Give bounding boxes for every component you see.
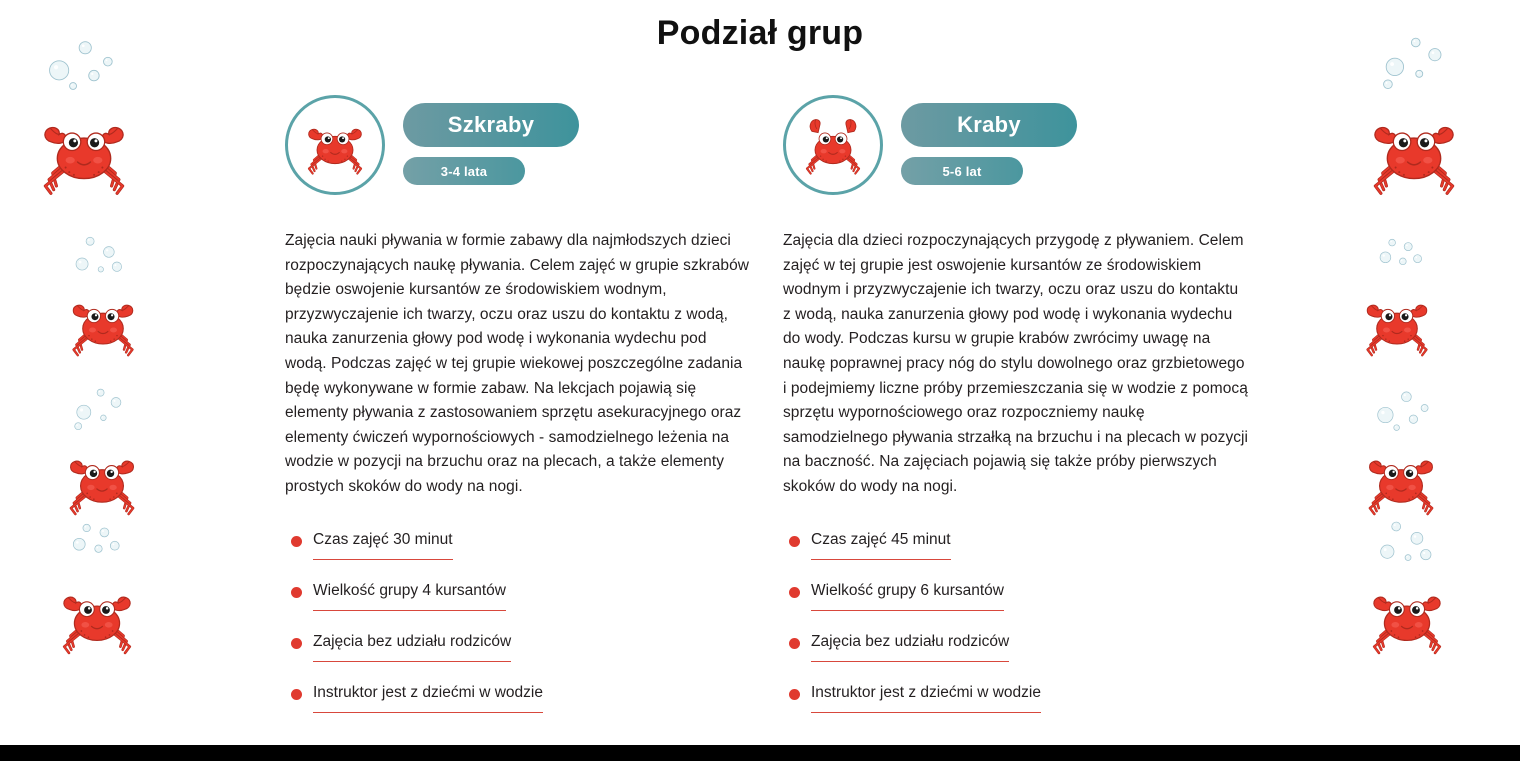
crab-icon (1362, 288, 1432, 358)
group-age-badge: 5-6 lat (901, 157, 1023, 185)
feature-label: Zajęcia bez udziału rodziców (313, 632, 511, 662)
group-pills (901, 95, 1077, 185)
crab-icon (304, 114, 366, 176)
crab-icon (1368, 105, 1460, 197)
feature-item (783, 530, 1249, 560)
decorative-crab (38, 105, 130, 197)
decorative-crab (1368, 105, 1460, 197)
group-name-row (403, 103, 579, 147)
decorative-crab (68, 288, 138, 358)
feature-item (285, 581, 751, 611)
bullet-dot-icon (789, 536, 800, 547)
bullet-dot-icon (291, 587, 302, 598)
feature-item (285, 530, 751, 560)
bullet-dot-icon (291, 638, 302, 649)
group-feature-list (783, 530, 1249, 713)
feature-item (783, 581, 1249, 611)
group-avatar (783, 95, 883, 195)
crab-icon (58, 578, 136, 656)
feature-label: Instruktor jest z dziećmi w wodzie (811, 683, 1041, 713)
group-card-kraby (783, 95, 1249, 745)
group-description: Zajęcia nauki pływania w formie zabawy dla najmłodszych dzieci rozpoczynających naukę pływania. Celem zajęć w grupie szkrabów będzie oswojenie kursantów ze środowiskiem wodnym, przyzwyczajenie ich twarzy, oczu oraz uszu do kontaktu z wodą, nauka zanurzenia głowy pod wodę i wykonania wydechu pod wodą. Podczas zajęć w tej grupie wiekowej poszczególne zadania będę wykonywane w formie zabaw. Na lekcjach pojawią się elementy pływania z zastosowaniem sprzętu asekuracyjnego oraz elementy ćwiczeń wypornościowych - samodzielnego leżenia na wodzie w pozycji na brzuchu oraz na plecach, a także elementy prostych skoków do wody na nogi. (285, 232, 750, 495)
decorative-crabs-left (10, 0, 180, 740)
crab-icon (68, 288, 138, 358)
crab-raised-claws-icon (802, 114, 864, 176)
group-name-row (901, 103, 1077, 147)
feature-item (285, 632, 751, 662)
group-card-szkraby (285, 95, 751, 745)
group-age-badge: 3-4 lata (403, 157, 525, 185)
decorative-crab (58, 578, 136, 656)
group-age-row (901, 147, 1077, 185)
feature-label: Wielkość grupy 4 kursantów (313, 581, 506, 611)
group-columns (285, 95, 1250, 745)
decorative-crab (1368, 578, 1446, 656)
group-name-badge: Kraby (901, 103, 1077, 147)
group-description: Zajęcia dla dzieci rozpoczynających przygodę z pływaniem. Celem zajęć w tej grupie jest oswojenie kursantów ze środowiskiem wodnym i przyzwyczajenie ich twarzy, oczu oraz uszu do kontaktu z wodą, nauka zanurzenia głowy pod wodę i wykonania wydechu do wody. Podczas kursu w grupie krabów zwrócimy uwagę na naukę poprawnej pracy nóg do stylu dowolnego oraz grzbietowego i podejmiemy liczne próby przemieszczania się w wodzie z pomocą sprzętu wypornościowego oraz rozpoczniemy naukę samodzielnego pływania strzałką na brzuchu i na plecach w pozycji na baczność. Na zajęciach pojawią się także próby pierwszych skoków do wody na nogi. (783, 232, 1249, 495)
crab-icon (38, 105, 130, 197)
group-avatar (285, 95, 385, 195)
group-header (783, 95, 1249, 203)
feature-label: Instruktor jest z dziećmi w wodzie (313, 683, 543, 713)
crab-icon (1364, 443, 1438, 517)
bullet-dot-icon (789, 638, 800, 649)
group-pills (403, 95, 579, 185)
group-header (285, 95, 751, 203)
bottom-bar (0, 745, 1520, 761)
bullet-dot-icon (291, 536, 302, 547)
group-feature-list (285, 530, 751, 713)
bullet-dot-icon (291, 689, 302, 700)
bullet-dot-icon (789, 689, 800, 700)
feature-item (783, 683, 1249, 713)
crab-icon (65, 443, 139, 517)
feature-label: Zajęcia bez udziału rodziców (811, 632, 1009, 662)
group-age-row (403, 147, 579, 185)
bullet-dot-icon (789, 587, 800, 598)
decorative-crab (1364, 443, 1438, 517)
crab-icon (1368, 578, 1446, 656)
feature-label: Wielkość grupy 6 kursantów (811, 581, 1004, 611)
feature-item (285, 683, 751, 713)
feature-label: Czas zajęć 30 minut (313, 530, 453, 560)
decorative-crab (1362, 288, 1432, 358)
feature-item (783, 632, 1249, 662)
decorative-crab (65, 443, 139, 517)
page-title: Podział grup (656, 14, 864, 52)
decorative-crabs-right (1340, 0, 1510, 740)
feature-label: Czas zajęć 45 minut (811, 530, 951, 560)
group-name-badge: Szkraby (403, 103, 579, 147)
